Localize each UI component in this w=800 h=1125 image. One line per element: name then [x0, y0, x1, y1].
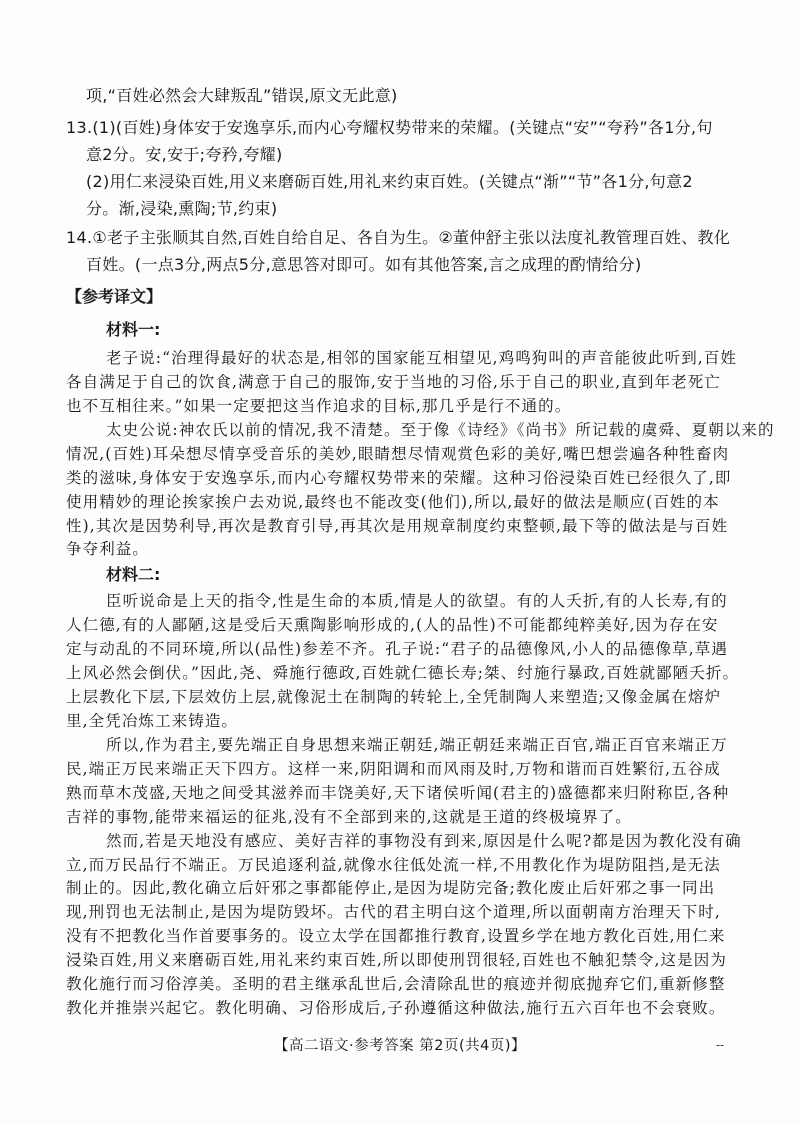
- answer-line: 百姓。(一点3分,两点5分,意思答对即可。如有其他答案,言之成理的酌情给分): [86, 255, 642, 274]
- translation-line: 性),其次是因势利导,再次是教育引导,再其次是用规章制度约束整顿,最下等的做法是与百姓: [66, 516, 729, 535]
- answer-13-2: (2)用仁来浸染百姓,用义来磨砺百姓,用礼来约束百姓。(关键点“渐”“节”各1分,句意2: [86, 172, 693, 191]
- corner-mark: --: [716, 1038, 725, 1053]
- translation-line: 立,而万民品行不端正。万民追逐利益,就像水往低处流一样,不用教化作为堤防阻挡,是无法: [66, 855, 721, 874]
- translation-line: 上风必然会倒伏。”因此,尧、舜施行德政,百姓就仁德长寿;桀、纣施行暴政,百姓就鄙陋夭折。: [66, 664, 740, 683]
- translation-line: 也不互相往来。”如果一定要把这当作追求的目标,那几乎是行不通的。: [66, 396, 572, 415]
- translation-line: 臣听说命是上天的指令,性是生命的本质,情是人的欲望。有的人夭折,有的人长寿,有的: [106, 592, 728, 611]
- translation-line: 定与动乱的不同环境,所以(品性)参差不齐。孔子说:“君子的品德像风,小人的品德像草,草遇: [66, 640, 728, 659]
- translation-line: 老子说:“治理得最好的状态是,相邻的国家能互相望见,鸡鸣狗叫的声音能彼此听到,百姓: [106, 349, 738, 367]
- translation-line: 太史公说:神农氏以前的情况,我不清楚。至于像《诗经》《尚书》所记载的虞舜、夏朝以来的: [106, 420, 775, 439]
- answer-line: 分。渐,浸染,熏陶;节,约束): [86, 199, 278, 218]
- translation-line: 浸染百姓,用义来磨砺百姓,用礼来约束百姓,所以即使刑罚很轻,百姓也不触犯禁令,这是因为: [66, 951, 727, 970]
- translation-line: 现,刑罚也无法制止,是因为堤防毁坏。古代的君主明白这个道理,所以面朝南方治理天下时,: [66, 903, 721, 922]
- translation-line: 没有不把教化当作首要事务的。设立太学在国都推行教育,设置乡学在地方教化百姓,用仁来: [66, 927, 726, 946]
- answer-13-1: 13.(1)(百姓)身体安于安逸享乐,而内心夸耀权势带来的荣耀。(关键点“安”“夸矜”各1分,句: [66, 118, 713, 137]
- answer-line: 项,“百姓必然会大肆叛乱”错误,原文无此意): [86, 86, 398, 105]
- translation-line: 人仁德,有的人鄙陋,这是受后天熏陶影响形成的,(人的品性)不可能都纯粹美好,因为存在安: [66, 616, 719, 635]
- translation-line: 类的滋味,身体安于安逸享乐,而内心夸耀权势带来的荣耀。这种习俗浸染百姓已经很久了,即: [66, 468, 732, 487]
- translation-line: 然而,若是天地没有感应、美好吉祥的事物没有到来,原因是什么呢?都是因为教化没有确: [106, 831, 742, 850]
- translation-line: 使用精妙的理论挨家挨户去劝说,最终也不能改变(他们),所以,最好的做法是顺应(百姓的本: [66, 492, 720, 511]
- translation-line: 上层教化下层,下层效仿上层,就像泥土在制陶的转轮上,全凭制陶人来塑造;又像金属在熔炉: [66, 688, 722, 707]
- translation-line: 教化施行而习俗淳美。圣明的君主继承乱世后,会清除乱世的痕迹并彻底抛弃它们,重新修整: [66, 975, 726, 994]
- translation-line: 吉祥的事物,能带来福运的征兆,没有不全部到来的,这就是王道的终极境界了。: [66, 807, 632, 826]
- page-footer: 【高二语文·参考答案 第2页(共4页)】: [274, 1038, 526, 1055]
- answer-14: 14.①老子主张顺其自然,百姓自给自足、各自为生。②董仲舒主张以法度礼教管理百姓、教化: [66, 228, 731, 247]
- translation-line: 里,全凭冶炼工来铸造。: [66, 711, 239, 730]
- translation-line: 各自满足于自己的饮食,满意于自己的服饰,安于当地的习俗,乐于自己的职业,直到年老死亡: [66, 372, 721, 391]
- material-one-title: 材料一:: [106, 320, 161, 339]
- translation-line: 情况,(百姓)耳朵想尽情享受音乐的美妙,眼睛想尽情观赏色彩的美好,嘴巴想尝遍各种牲畜肉: [66, 444, 730, 463]
- translation-line: 制止的。因此,教化确立后奸邪之事都能停止,是因为堤防完备;教化废止后奸邪之事一同出: [66, 879, 716, 898]
- answer-line: 意2分。安,安于;夸矜,夸耀): [86, 145, 283, 164]
- translation-line: 所以,作为君主,要先端正自身思想来端正朝廷,端正朝廷来端正百官,端正百官来端正万: [106, 735, 728, 754]
- translation-line: 教化并推崇兴起它。教化明确、习俗形成后,子孙遵循这种做法,施行五六百年也不会衰败。: [66, 999, 726, 1018]
- material-two-title: 材料二:: [106, 565, 161, 585]
- translation-line: 争夺利益。: [66, 540, 150, 559]
- reference-translation-heading: 【参考译文】: [66, 287, 163, 306]
- translation-line: 熟而草木茂盛,天地之间受其滋养而丰饶美好,天下诸侯听闻(君主的)盛德都来归附称臣,各种: [66, 783, 730, 802]
- translation-line: 民,端正万民来端正天下四方。这样一来,阴阳调和而风雨及时,万物和谐而百姓繁衍,五谷成: [66, 759, 721, 778]
